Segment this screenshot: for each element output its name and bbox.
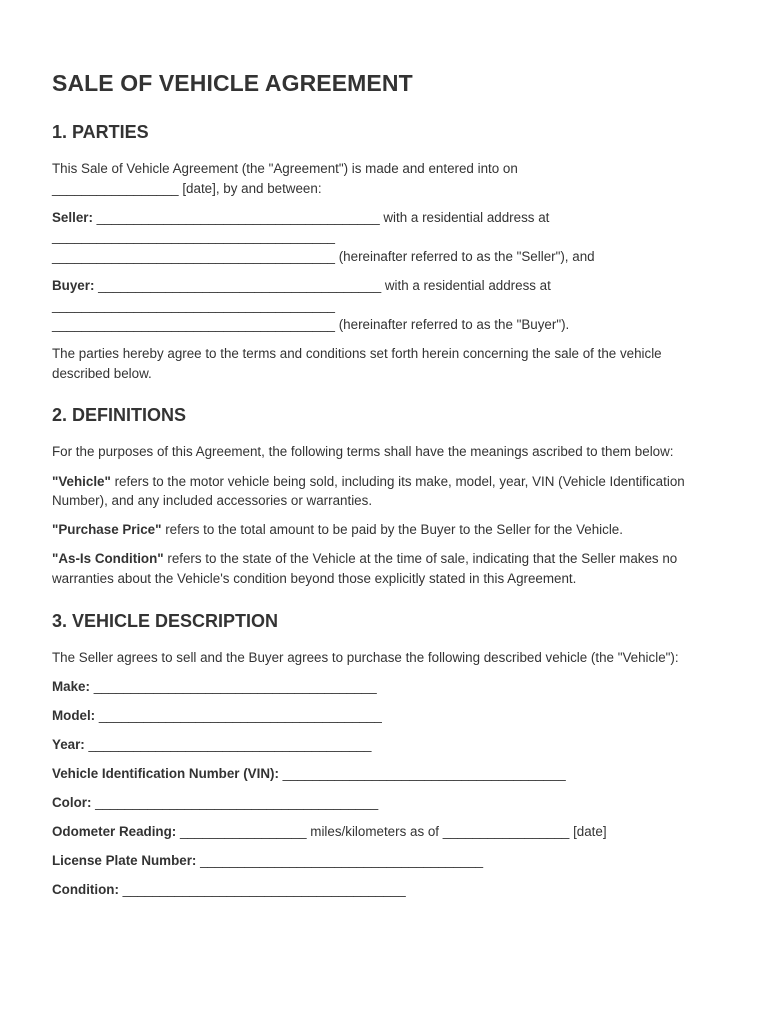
section-vehicle-description: [52, 611, 718, 900]
field-license-plate: [52, 851, 718, 871]
odometer-blank: _________________ miles/kilometers as of _________________ [date]: [176, 824, 607, 840]
condition-blank: ______________________________________: [118, 882, 406, 898]
seller-line1: ______________________________________ with a residential address at: [92, 209, 550, 225]
field-odometer: [52, 822, 718, 842]
color-label: Color:: [52, 794, 92, 810]
seller-line2: ______________________________________: [52, 229, 335, 245]
definition-as-is: [52, 549, 718, 588]
make-blank: ______________________________________: [89, 678, 377, 694]
seller-label: Seller:: [52, 209, 93, 225]
vin-blank: ______________________________________: [278, 765, 566, 781]
section-heading-parties: 1. PARTIES: [52, 122, 149, 142]
parties-intro-line2: _________________ [date], by and between:: [52, 180, 322, 196]
make-label: Make:: [52, 678, 90, 694]
field-year: [52, 735, 718, 755]
vin-label: Vehicle Identification Number (VIN):: [52, 765, 279, 781]
definition-price-text: refers to the total amount to be paid by the Buyer to the Seller for the Vehicle.: [161, 522, 623, 538]
definition-vehicle-term: "Vehicle": [52, 473, 111, 489]
odometer-label: Odometer Reading:: [52, 824, 177, 840]
field-make: [52, 677, 718, 697]
year-blank: ______________________________________: [84, 736, 372, 752]
year-label: Year:: [52, 736, 85, 752]
model-blank: ______________________________________: [95, 707, 382, 723]
definition-vehicle: [52, 472, 718, 511]
model-label: Model:: [52, 707, 96, 723]
plate-label: License Plate Number:: [52, 853, 197, 869]
parties-closing: The parties hereby agree to the terms and conditions set forth herein concerning the sale of the vehicle described below.: [52, 346, 662, 381]
plate-blank: ______________________________________: [196, 853, 484, 869]
section-heading-vehicle-description: 3. VEHICLE DESCRIPTION: [52, 610, 279, 631]
definition-asis-text: refers to the state of the Vehicle at the time of sale, indicating that the Seller makes no warranties about the Vehicle's condition beyond those explicitly stated in this Agreement.: [52, 551, 678, 586]
field-color: [52, 793, 718, 813]
seller-block: [52, 208, 718, 267]
definition-asis-term: "As-Is Condition": [52, 551, 164, 567]
buyer-line3: ______________________________________ (hereinafter referred to as the "Buyer").: [52, 317, 570, 333]
definitions-intro: For the purposes of this Agreement, the following terms shall have the meanings ascribed to them below:: [52, 444, 674, 460]
parties-intro-line1: This Sale of Vehicle Agreement (the "Agreement") is made and entered into on: [52, 161, 518, 176]
color-blank: ______________________________________: [91, 794, 379, 810]
vehicle-description-intro: The Seller agrees to sell and the Buyer agrees to purchase the following described vehicle (the "Vehicle"):: [52, 649, 679, 665]
section-heading-definitions: 2. DEFINITIONS: [52, 405, 187, 426]
field-condition: [52, 880, 718, 900]
definition-purchase-price: [52, 520, 718, 540]
definition-price-term: "Purchase Price": [52, 522, 162, 538]
definition-vehicle-text: refers to the motor vehicle being sold, including its make, model, year, VIN (Vehicle Identification Number), and any included accessories or warranties.: [52, 473, 685, 509]
section-definitions: [52, 405, 718, 588]
seller-line3: ______________________________________ (hereinafter referred to as the "Seller"), and: [52, 248, 595, 264]
buyer-line1: ______________________________________ with a residential address at: [94, 277, 551, 293]
buyer-label: Buyer:: [52, 277, 95, 293]
field-vin: [52, 764, 718, 784]
document-title: SALE OF VEHICLE AGREEMENT: [52, 70, 413, 96]
section-parties: [52, 122, 718, 383]
field-model: [52, 706, 718, 726]
condition-label: Condition:: [52, 882, 119, 898]
buyer-line2: ______________________________________: [52, 297, 335, 313]
parties-intro: [52, 159, 718, 198]
buyer-block: [52, 276, 718, 335]
